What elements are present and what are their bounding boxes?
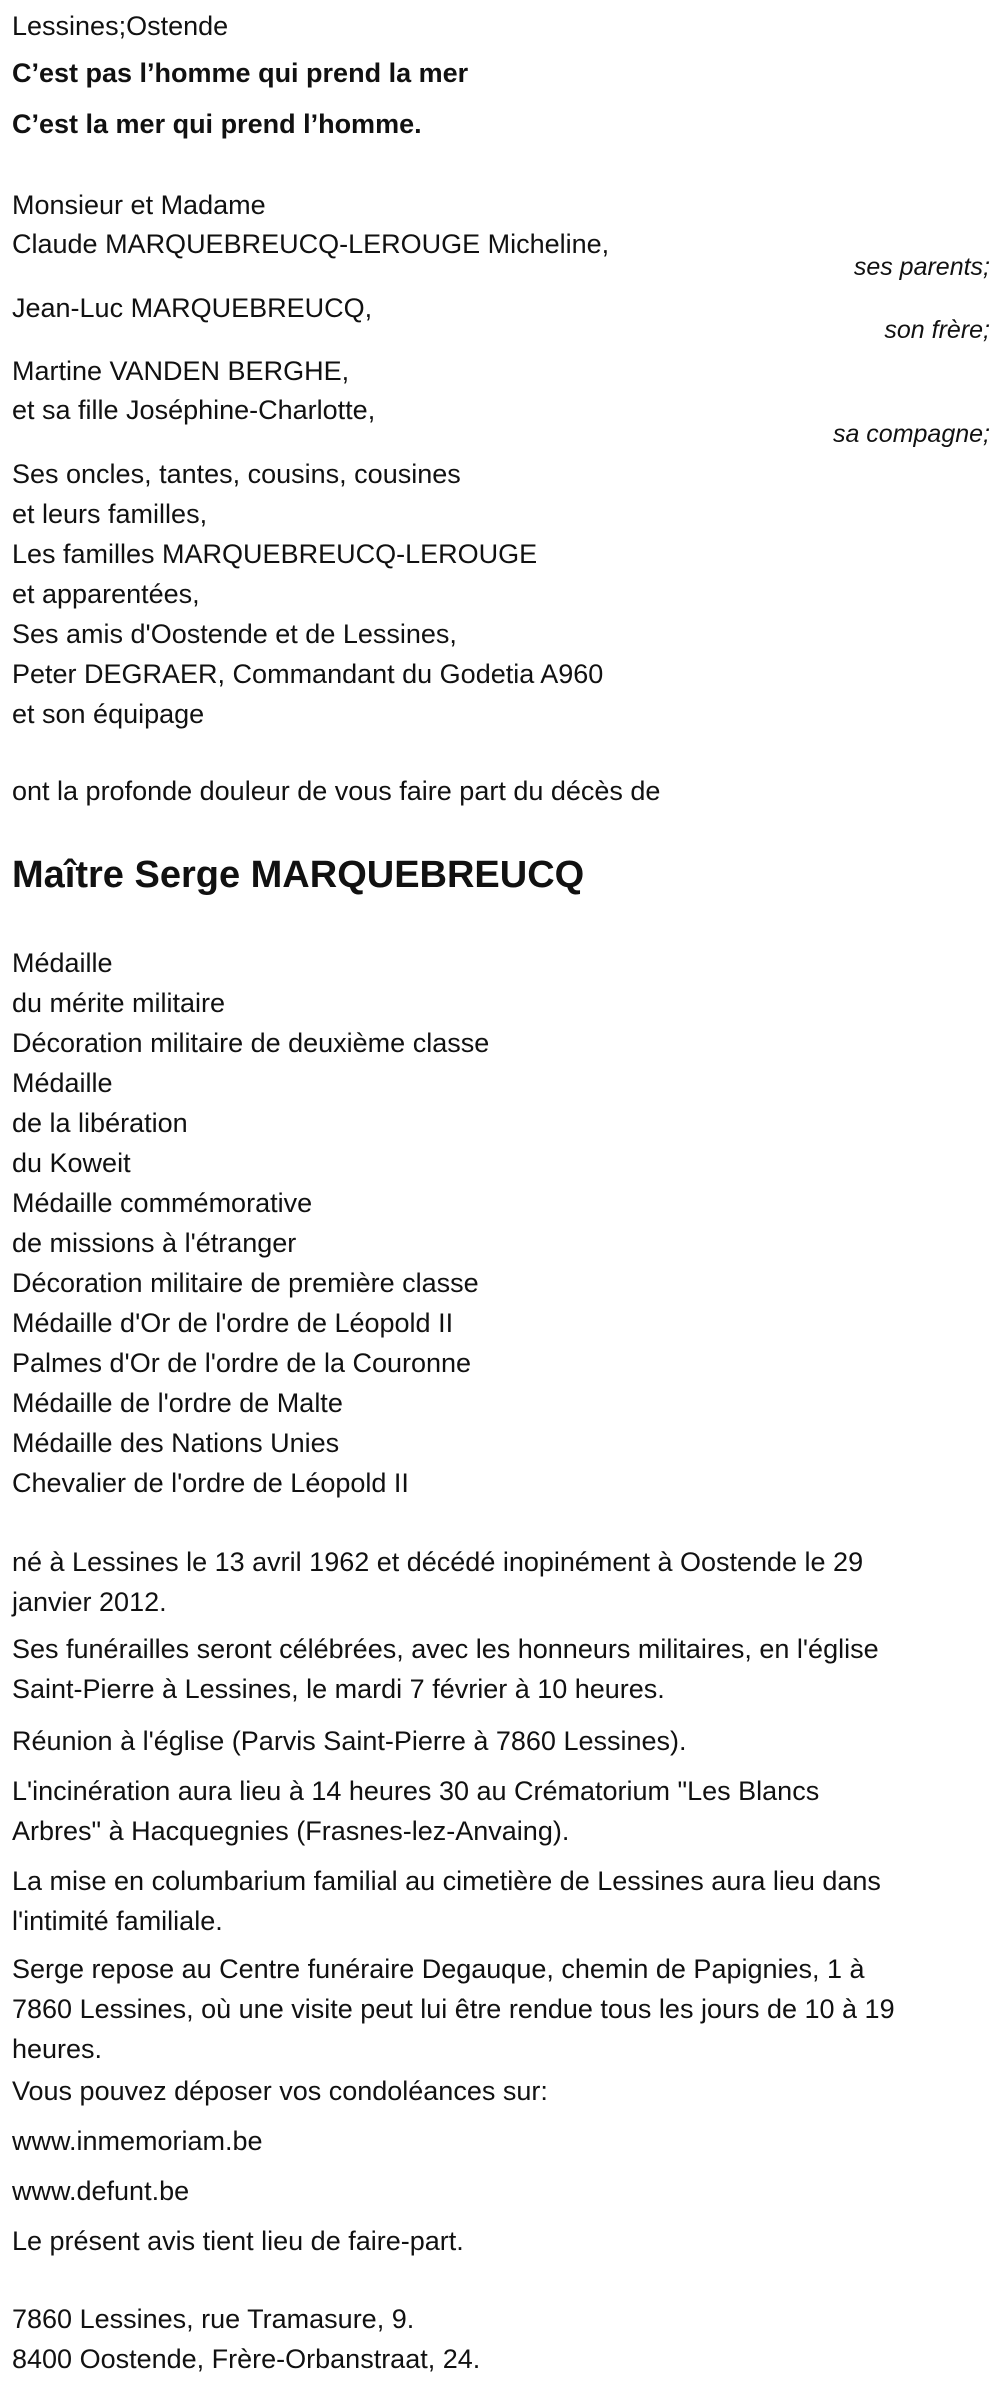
honour-line: du mérite militaire (12, 988, 226, 1018)
honour-line: Décoration militaire de deuxième classe (12, 1028, 490, 1058)
visitation-line-1: Serge repose au Centre funéraire Degauque, chemin de Papignies, 1 à (12, 1954, 865, 1984)
address-lessines: 7860 Lessines, rue Tramasure, 9. (12, 2304, 415, 2334)
honour-line: de missions à l'étranger (12, 1228, 297, 1258)
honour-line: Médaille (12, 1068, 113, 1098)
announcement-text: ont la profonde douleur de vous faire part du décès de (12, 776, 661, 806)
honour-line: Palmes d'Or de l'ordre de la Couronne (12, 1348, 472, 1378)
others-line: et son équipage (12, 699, 205, 729)
inmemoriam-link[interactable]: www.inmemoriam.be (12, 2126, 263, 2156)
birth-death-line-2: janvier 2012. (12, 1587, 167, 1617)
meeting-line: Réunion à l'église (Parvis Saint-Pierre à 7860 Lessines). (12, 1726, 687, 1756)
address-oostende: 8400 Oostende, Frère-Orbanstraat, 24. (12, 2344, 481, 2374)
visitation-line-3: heures. (12, 2034, 103, 2064)
others-line: Les familles MARQUEBREUCQ-LEROUGE (12, 539, 538, 569)
partner-line-2: et sa fille Joséphine-Charlotte, (12, 395, 376, 425)
parents-line-1: Monsieur et Madame (12, 190, 266, 220)
defunt-link[interactable]: www.defunt.be (12, 2176, 190, 2206)
cremation-line-2: Arbres" à Hacquegnies (Frasnes-lez-Anvaing). (12, 1816, 570, 1846)
honour-line: du Koweit (12, 1148, 131, 1178)
parents-line-2: Claude MARQUEBREUCQ-LEROUGE Micheline, (12, 229, 610, 259)
location-line: Lessines;Ostende (12, 11, 229, 41)
honour-line: de la libération (12, 1108, 188, 1138)
funeral-line-1: Ses funérailles seront célébrées, avec les honneurs militaires, en l'église (12, 1634, 879, 1664)
honour-line: Décoration militaire de première classe (12, 1268, 479, 1298)
quote-line-2: C’est la mer qui prend l’homme. (12, 109, 422, 139)
visitation-line-2: 7860 Lessines, où une visite peut lui être rendue tous les jours de 10 à 19 (12, 1994, 895, 2024)
columbarium-line-1: La mise en columbarium familial au cimetière de Lessines aura lieu dans (12, 1866, 881, 1896)
quote-line-1: C’est pas l’homme qui prend la mer (12, 58, 469, 88)
parents-relation: ses parents; (853, 253, 990, 281)
cremation-line-1: L'incinération aura lieu à 14 heures 30 au Crématorium "Les Blancs (12, 1776, 820, 1806)
columbarium-line-2: l'intimité familiale. (12, 1906, 223, 1936)
others-line: Ses oncles, tantes, cousins, cousines (12, 459, 461, 489)
others-line: et apparentées, (12, 579, 200, 609)
partner-line-1: Martine VANDEN BERGHE, (12, 356, 350, 386)
brother-relation: son frère; (884, 316, 990, 344)
funeral-line-2: Saint-Pierre à Lessines, le mardi 7 février à 10 heures. (12, 1674, 665, 1704)
honour-line: Médaille des Nations Unies (12, 1428, 340, 1458)
honour-line: Chevalier de l'ordre de Léopold II (12, 1468, 409, 1498)
brother-line: Jean-Luc MARQUEBREUCQ, (12, 293, 373, 323)
notice-text: Le présent avis tient lieu de faire-part. (12, 2226, 464, 2256)
birth-death-line-1: né à Lessines le 13 avril 1962 et décédé inopinément à Oostende le 29 (12, 1547, 864, 1577)
condolences-intro: Vous pouvez déposer vos condoléances sur: (12, 2076, 548, 2106)
honour-line: Médaille de l'ordre de Malte (12, 1388, 343, 1418)
partner-relation: sa compagne; (832, 420, 990, 448)
others-line: et leurs familles, (12, 499, 208, 529)
honour-line: Médaille commémorative (12, 1188, 313, 1218)
others-line: Ses amis d'Oostende et de Lessines, (12, 619, 457, 649)
honour-line: Médaille d'Or de l'ordre de Léopold II (12, 1308, 454, 1338)
others-line: Peter DEGRAER, Commandant du Godetia A960 (12, 659, 604, 689)
honour-line: Médaille (12, 948, 113, 978)
deceased-name-heading: Maître Serge MARQUEBREUCQ (12, 854, 585, 896)
